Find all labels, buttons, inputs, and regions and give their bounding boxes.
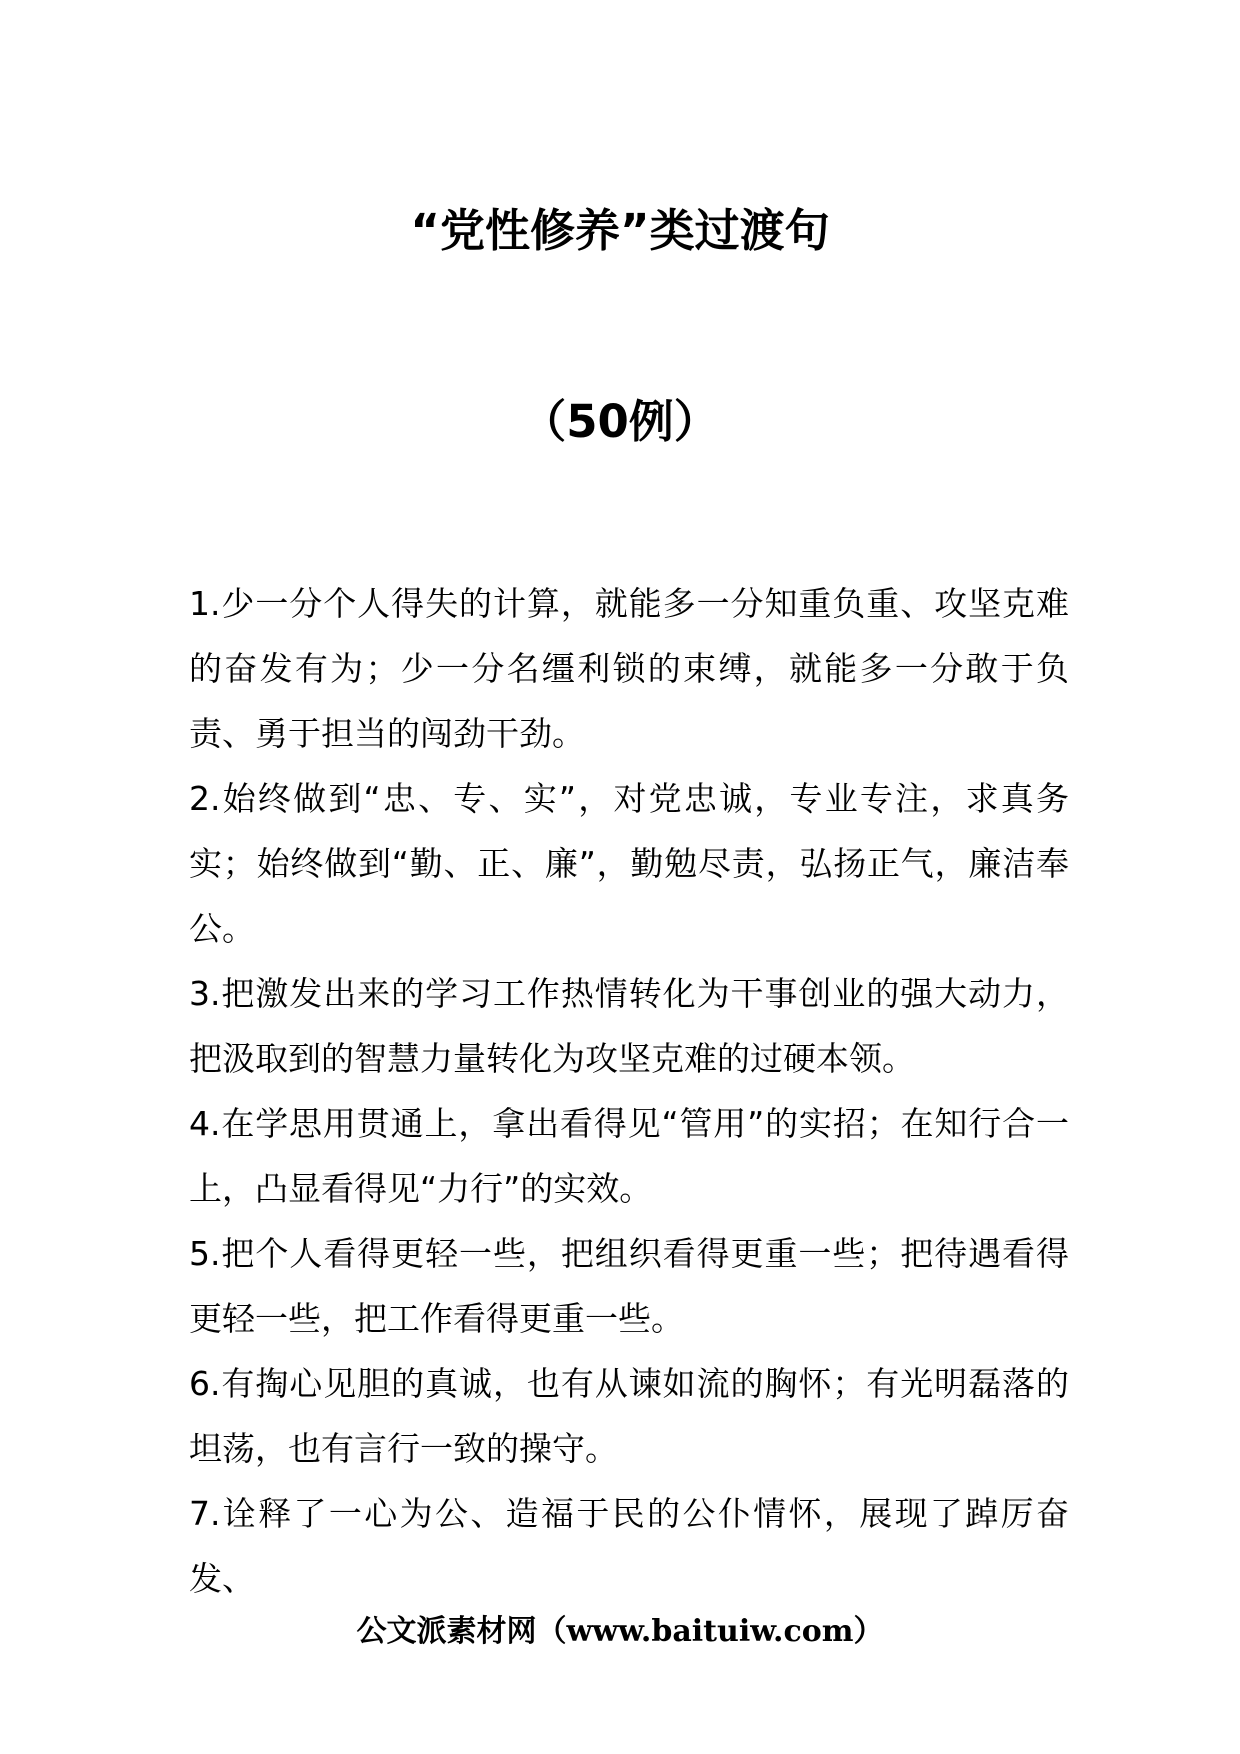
- paragraph-6: 6.有掏心见胆的真诚，也有从谏如流的胸怀；有光明磊落的坦荡，也有言行一致的操守。: [189, 1364, 1069, 1468]
- page-footer: 公文派素材网（www.baituiw.com）: [356, 1614, 884, 1649]
- paragraph-2: 2.始终做到“忠、专、实”，对党忠诚，专业专注，求真务实；始终做到“勤、正、廉”，勤勉尽责，弘扬正气，廉洁奉公。: [189, 779, 1069, 948]
- paragraph-3: 3.把激发出来的学习工作热情转化为干事创业的强大动力，把汲取到的智慧力量转化为攻坚克难的过硬本领。: [189, 974, 1069, 1078]
- paragraph-1: 1.少一分个人得失的计算，就能多一分知重负重、攻坚克难的奋发有为；少一分名缰利锁的束缚，就能多一分敢于负责、勇于担当的闯劲干劲。: [189, 584, 1069, 753]
- document-subtitle: （50例）: [521, 395, 719, 448]
- paragraph-7: 7.诠释了一心为公、造福于民的公仆情怀，展现了踔厉奋发、: [189, 1494, 1069, 1598]
- paragraph-4: 4.在学思用贯通上，拿出看得见“管用”的实招；在知行合一上，凸显看得见“力行”的实效。: [189, 1104, 1069, 1208]
- paragraph-5: 5.把个人看得更轻一些，把组织看得更重一些；把待遇看得更轻一些，把工作看得更重一些。: [189, 1234, 1069, 1338]
- document-title: “党性修养”类过渡句: [410, 204, 830, 257]
- document-body: [189, 571, 1069, 1611]
